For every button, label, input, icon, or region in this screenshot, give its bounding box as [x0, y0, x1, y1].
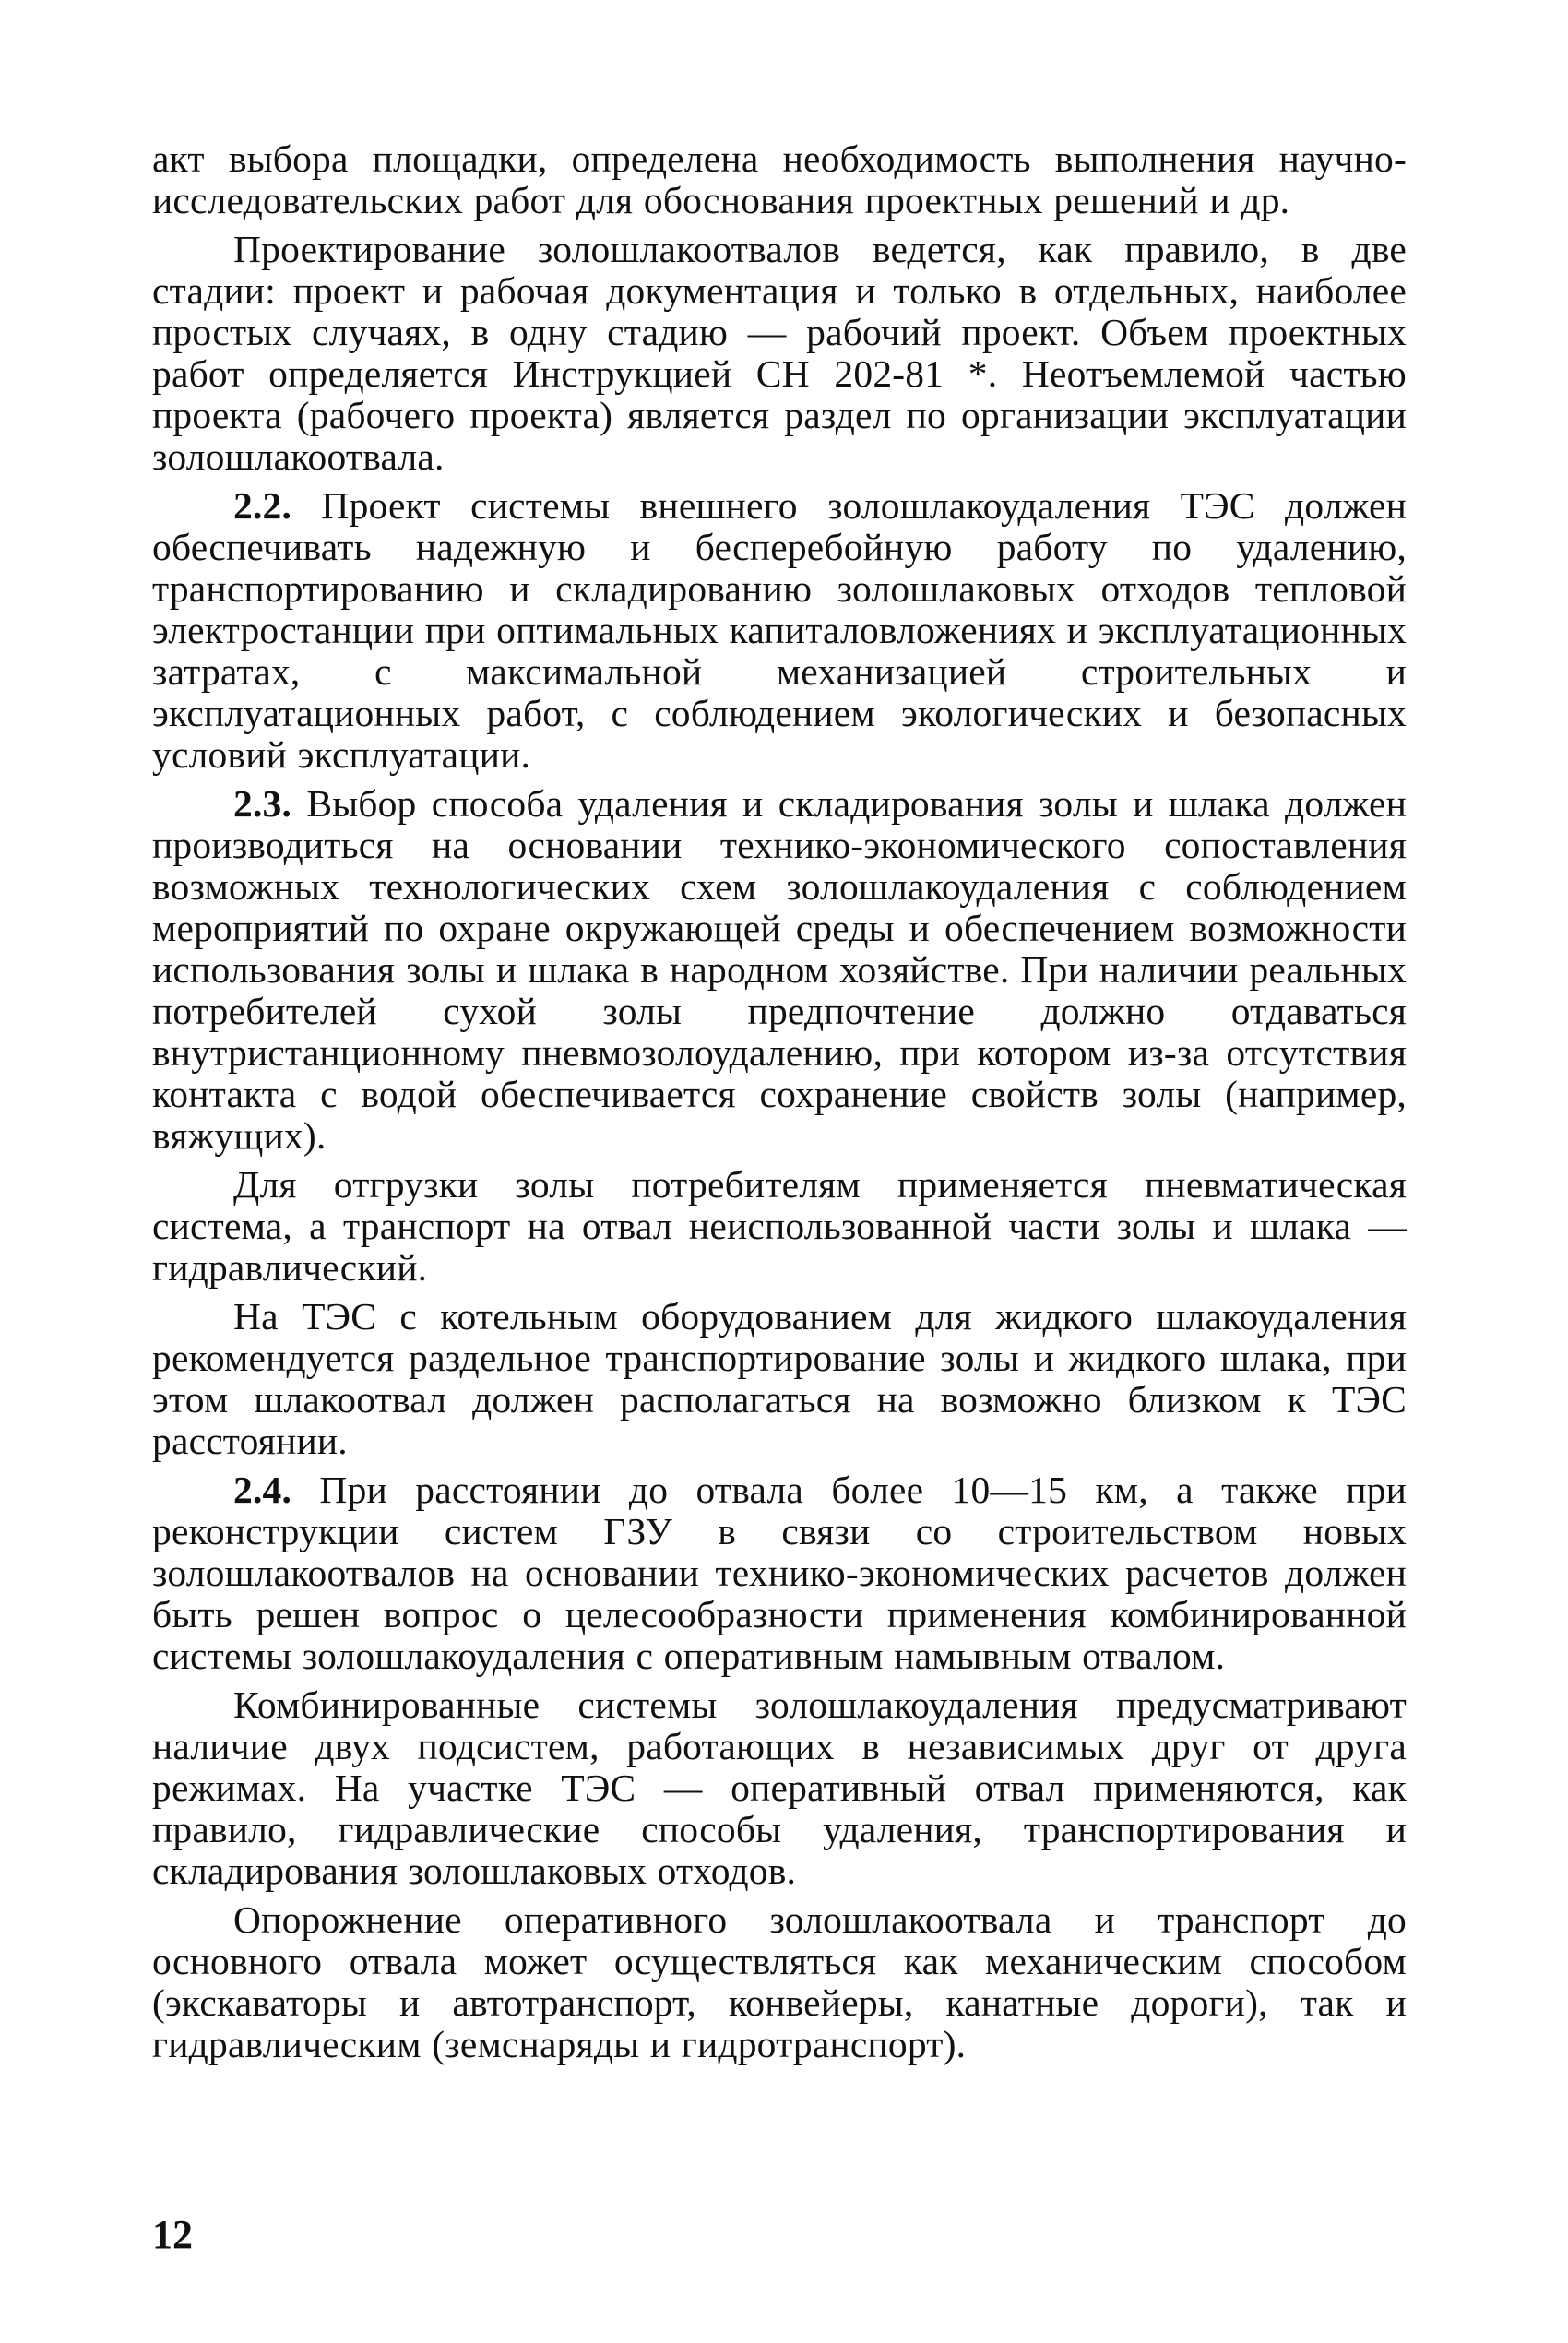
paragraph-text: акт выбора площадки, определена необходимость выполнения научно-исследовательских работ для обоснования проектных решений и др.	[152, 137, 1407, 221]
paragraph-design-stages	[152, 229, 1407, 478]
document-page	[152, 138, 1407, 2065]
paragraph-continuation	[152, 138, 1407, 221]
paragraph-text: Опорожнение оперативного золошлакоотвала и транспорт до основного отвала может осуществляться как механическим способом (экскаваторы и автотранспорт, конвейеры, канатные дороги), так и гидравлическим (земснаряды и гидротранспорт).	[152, 1898, 1407, 2065]
section-2-3	[152, 783, 1407, 1157]
paragraph-text: Для отгрузки золы потребителям применяется пневматическая система, а транспорт на отвал неиспользованной части золы и шлака — гидравлический.	[152, 1163, 1407, 1289]
paragraph-emptying-dump	[152, 1899, 1407, 2065]
section-number: 2.2.	[233, 484, 292, 527]
paragraph-text: Проект системы внешнего золошлакоудаления ТЭС должен обеспечивать надежную и бесперебойную работу по удалению, транспортированию и складированию золошлаковых отходов тепловой электростанции при оптимальных капиталовложениях и эксплуатационных затратах, с максимальной механизацией строительных и эксплуатационных работ, с соблюдением экологических и безопасных условий эксплуатации.	[152, 484, 1408, 776]
paragraph-text: Проектирование золошлакоотвалов ведется, как правило, в две стадии: проект и рабочая документация и только в отдельных, наиболее простых случаях, в одну стадию — рабочий проект. Объем проектных работ определяется Инструкцией СН 202-81 *. Неотъемлемой частью проекта (рабочего проекта) является раздел по организации эксплуатации золошлакоотвала.	[152, 228, 1407, 478]
paragraph-text: При расстоянии до отвала более 10—15 км, а также при реконструкции систем ГЗУ в связи со строительством новых золошлакоотвалов на основании технико-экономических расчетов должен быть решен вопрос о целесообразности применения комбинированной системы золошлакоудаления с оперативным намывным отвалом.	[152, 1469, 1407, 1677]
paragraph-text: Комбинированные системы золошлакоудаления предусматривают наличие двух подсистем, работающих в независимых друг от друга режимах. На участке ТЭС — оперативный отвал применяются, как правило, гидравлические способы удаления, транспортирования и складирования золошлаковых отходов.	[152, 1683, 1407, 1892]
paragraph-liquid-slag	[152, 1296, 1407, 1462]
paragraph-pneumatic-system	[152, 1164, 1407, 1289]
section-2-2	[152, 485, 1407, 776]
section-2-4	[152, 1469, 1407, 1677]
section-number: 2.3.	[233, 782, 292, 825]
paragraph-combined-systems	[152, 1684, 1407, 1892]
paragraph-text: Выбор способа удаления и складирования золы и шлака должен производиться на основании технико-экономического сопоставления возможных технологических схем золошлакоудаления с соблюдением мероприятий по охране окружающей среды и обеспечением возможности использования золы и шлака в народном хозяйстве. При наличии реальных потребителей сухой золы предпочтение должно отдаваться внутристанционному пневмозолоудалению, при котором из-за отсутствия контакта с водой обеспечивается сохранение свойств золы (например, вяжущих).	[152, 782, 1408, 1157]
paragraph-text: На ТЭС с котельным оборудованием для жидкого шлакоудаления рекомендуется раздельное транспортирование золы и жидкого шлака, при этом шлакоотвал должен располагаться на возможно близком к ТЭС расстоянии.	[152, 1295, 1407, 1462]
section-number: 2.4.	[233, 1469, 292, 1511]
page-number: 12	[152, 2212, 193, 2257]
